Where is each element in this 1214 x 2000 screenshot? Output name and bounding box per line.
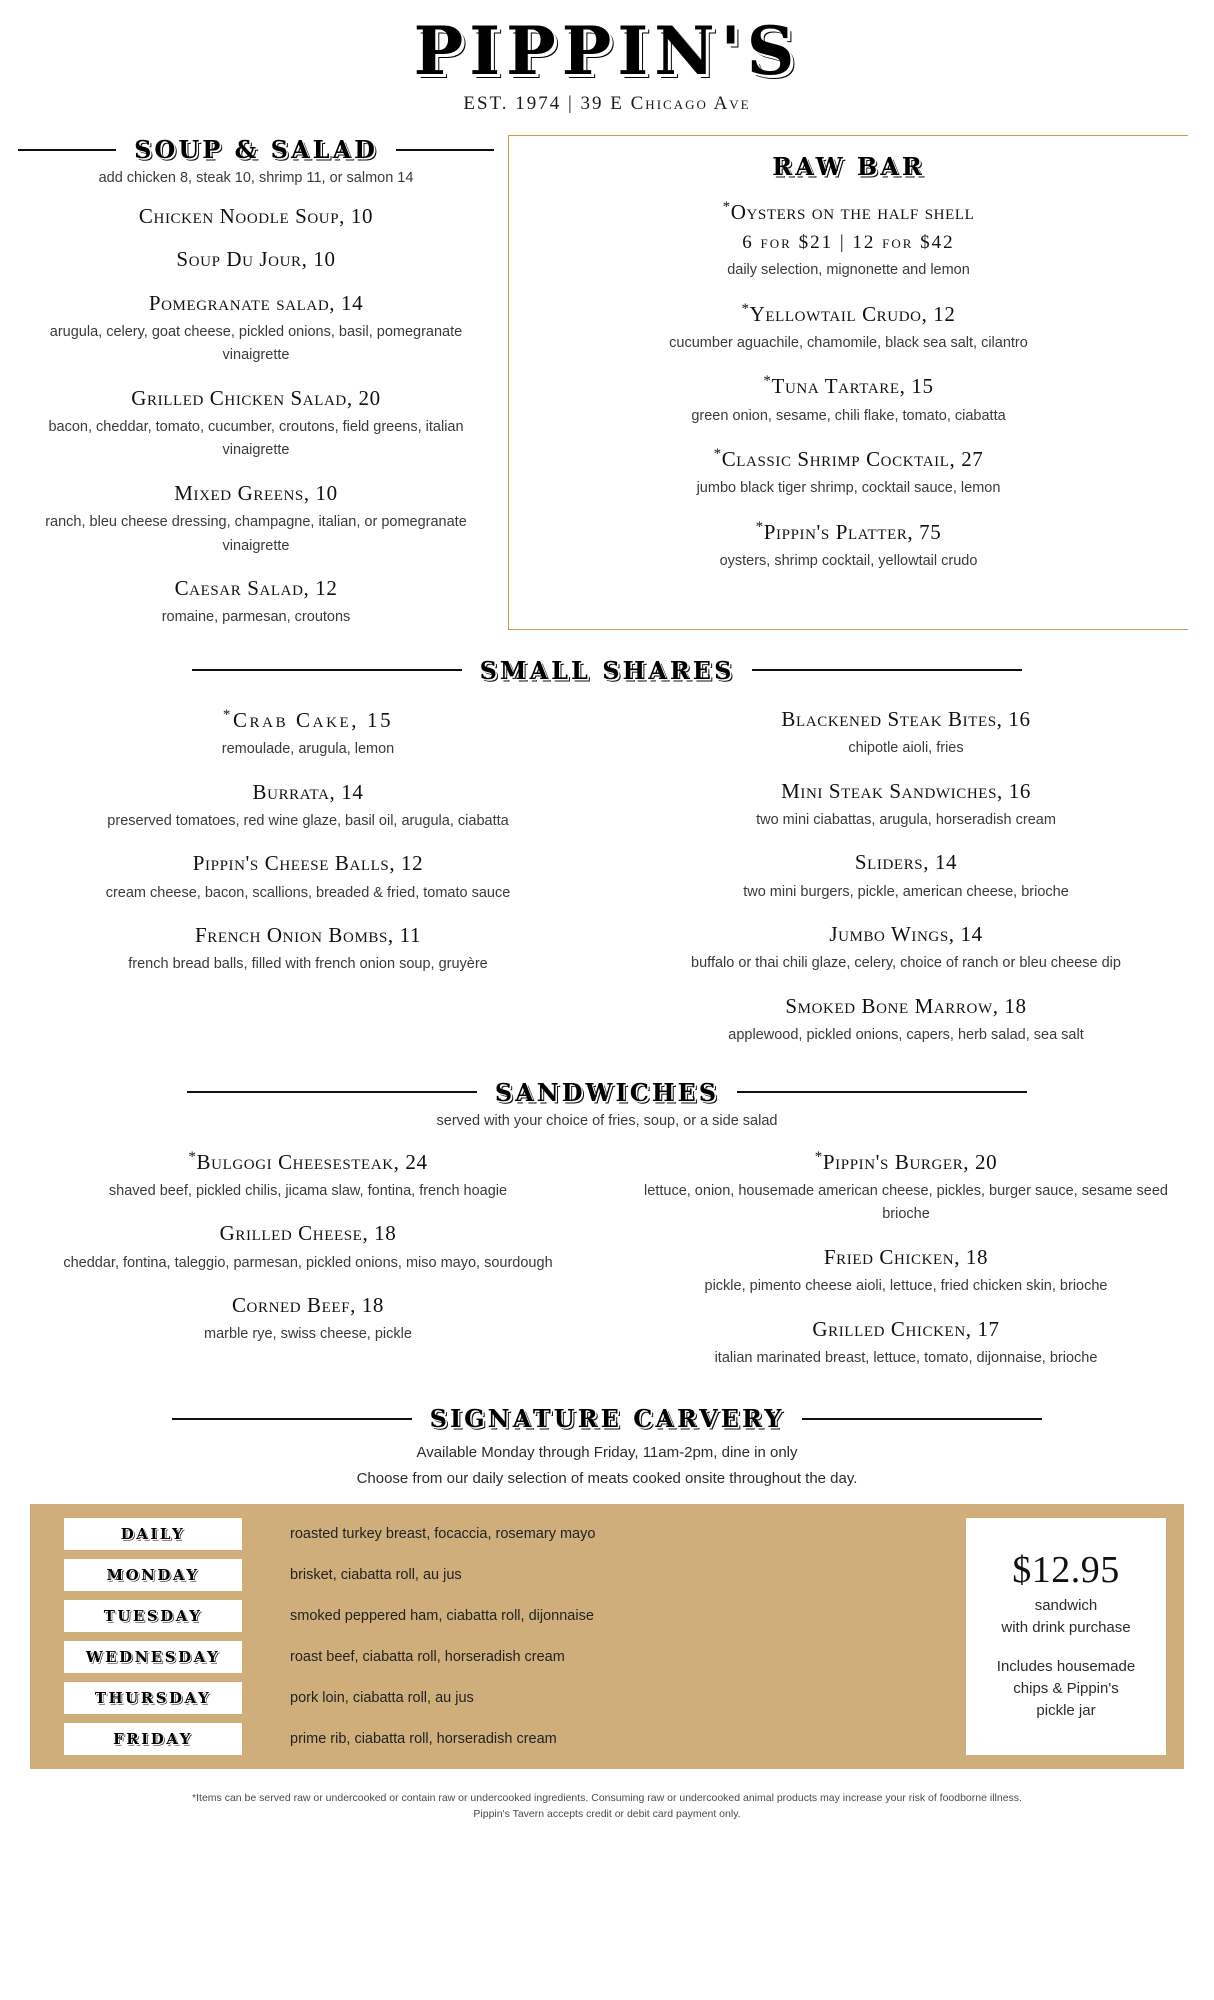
menu-item <box>22 575 490 630</box>
menu-item-description: preserved tomatoes, red wine glaze, basil oil, arugula, ciabatta <box>107 812 509 829</box>
carvery-schedule-table <box>30 1518 952 1755</box>
carvery-day-label: WEDNESDAY <box>64 1641 242 1673</box>
heading-rule-left <box>18 149 116 151</box>
menu-item <box>22 779 594 834</box>
carvery-day-label: TUESDAY <box>64 1600 242 1632</box>
raw-item-asterisk-icon: * <box>755 518 764 535</box>
menu-item <box>22 203 490 229</box>
carvery-day-label: MONDAY <box>64 1559 242 1591</box>
soup-salad-title: SOUP & SALAD <box>134 135 378 164</box>
carvery-section <box>0 1404 1214 1769</box>
menu-item-description: ranch, bleu cheese dressing, champagne, italian, or pomegranate vinaigrette <box>45 514 467 554</box>
raw-item-asterisk-icon: * <box>722 199 731 215</box>
raw-bar-title: RAW BAR <box>772 152 925 181</box>
carvery-band <box>30 1504 1184 1769</box>
menu-item-name: Jumbo Wings, 14 <box>829 922 983 947</box>
carvery-day-description: brisket, ciabatta roll, au jus <box>290 1566 462 1583</box>
top-sections <box>0 135 1214 630</box>
carvery-row <box>38 1518 952 1550</box>
menu-item-name: French Onion Bombs, 11 <box>194 923 422 948</box>
sandwiches-title: SANDWICHES <box>494 1077 720 1107</box>
menu-item-name: Fried Chicken, 18 <box>823 1244 989 1269</box>
carvery-day-description: smoked peppered ham, ciabatta roll, dijonnaise <box>290 1607 594 1624</box>
menu-item-description: jumbo black tiger shrimp, cocktail sauce, lemon <box>696 480 1001 497</box>
heading-rule-right <box>802 1418 1042 1420</box>
menu-item <box>22 480 490 558</box>
soup-salad-note: add chicken 8, steak 10, shrimp 11, or salmon 14 <box>98 170 414 186</box>
menu-item <box>22 1148 594 1204</box>
menu-item <box>22 385 490 463</box>
menu-item-description: buffalo or thai chili glaze, celery, choice of ranch or bleu cheese dip <box>691 955 1121 972</box>
carvery-price-sub-2: with drink purchase <box>1001 1618 1131 1636</box>
heading-rule-left <box>172 1418 412 1420</box>
carvery-price-extra-2: chips & Pippin's <box>1013 1680 1119 1698</box>
menu-item-description: pickle, pimento cheese aioli, lettuce, fried chicken skin, brioche <box>704 1278 1108 1295</box>
carvery-note-line-1: Available Monday through Friday, 11am-2pm, dine in only <box>416 1444 798 1462</box>
menu-item-description: shaved beef, pickled chilis, jicama slaw, fontina, french hoagie <box>108 1182 508 1199</box>
raw-item-asterisk-icon: * <box>222 706 233 723</box>
carvery-day-label: FRIDAY <box>64 1723 242 1755</box>
menu-item <box>531 372 1166 428</box>
menu-item-name: Soup Du Jour, 10 <box>176 247 336 272</box>
menu-item <box>620 1148 1192 1227</box>
carvery-day-label: DAILY <box>64 1518 242 1550</box>
menu-item-name: Burrata, 14 <box>252 779 364 804</box>
menu-item-name: Corned Beef, 18 <box>231 1293 385 1318</box>
menu-item-description: bacon, cheddar, tomato, cucumber, croutons, field greens, italian vinaigrette <box>48 418 464 459</box>
carvery-day-description: roasted turkey breast, focaccia, rosemary mayo <box>290 1525 596 1542</box>
carvery-day-description: pork loin, ciabatta roll, au jus <box>290 1689 474 1706</box>
menu-item-description: cream cheese, bacon, scallions, breaded & fried, tomato sauce <box>105 884 511 901</box>
sandwiches-section <box>0 1078 1214 1371</box>
sandwiches-note: served with your choice of fries, soup, or a side salad <box>436 1112 778 1129</box>
carvery-price-extra-3: pickle jar <box>1036 1701 1096 1719</box>
menu-item-description: applewood, pickled onions, capers, herb salad, sea salt <box>728 1027 1084 1044</box>
menu-item-name: *Yellowtail Crudo, 12 <box>741 300 956 326</box>
menu-item <box>620 706 1192 761</box>
raw-bar-section <box>508 135 1188 630</box>
menu-item-name: Pomegranate salad, 14 <box>148 290 364 315</box>
small-shares-right-column <box>620 689 1192 1048</box>
menu-item-name: *Pippin's Platter, 75 <box>755 518 942 544</box>
menu-item-name: *Bulgogi Cheesesteak, 24 <box>188 1148 428 1174</box>
menu-item-name: *Tuna Tartare, 15 <box>763 373 934 399</box>
menu-item-description: cheddar, fontina, taleggio, parmesan, pickled onions, miso mayo, sourdough <box>63 1254 553 1271</box>
menu-item <box>22 290 490 368</box>
soup-salad-heading <box>22 135 490 164</box>
menu-item <box>620 1316 1192 1371</box>
menu-item <box>22 706 594 762</box>
heading-rule-right <box>396 149 494 151</box>
menu-item <box>22 1292 594 1347</box>
carvery-price-card <box>966 1518 1166 1755</box>
carvery-row <box>38 1559 952 1591</box>
soup-salad-section <box>22 135 490 630</box>
carvery-price-extra-1: Includes housemade <box>996 1658 1136 1676</box>
menu-item-description: green onion, sesame, chili flake, tomato, ciabatta <box>691 407 1006 424</box>
carvery-day-description: prime rib, ciabatta roll, horseradish cream <box>290 1730 557 1747</box>
small-shares-heading <box>0 656 1214 685</box>
footer-disclaimer: *Items can be served raw or undercooked or contain raw or undercooked ingredients. Consuming raw or undercooked animal products may increase your risk of foodborne illness. <box>192 1791 1022 1804</box>
menu-item-name: Sliders, 14 <box>854 850 958 875</box>
menu-item <box>620 849 1192 904</box>
menu-item <box>22 922 594 977</box>
carvery-price-amount: $12.95 <box>1012 1548 1120 1591</box>
raw-item-asterisk-icon: * <box>763 373 772 390</box>
menu-item-description: two mini ciabattas, arugula, horseradish cream <box>756 811 1056 828</box>
carvery-row <box>38 1641 952 1673</box>
menu-item-price-line: 6 for $21 | 12 for $42 <box>742 232 955 254</box>
menu-item-description: french bread balls, filled with french onion soup, gruyère <box>128 956 488 973</box>
carvery-day-label: THURSDAY <box>64 1682 242 1714</box>
raw-item-asterisk-icon: * <box>188 1148 197 1165</box>
menu-item-name: Blackened Steak Bites, 16 <box>781 706 1031 731</box>
menu-item-description: daily selection, mignonette and lemon <box>727 262 970 279</box>
small-shares-section <box>0 656 1214 1048</box>
sandwiches-right-column <box>620 1131 1192 1371</box>
raw-item-asterisk-icon: * <box>713 446 722 463</box>
menu-item-description: romaine, parmesan, croutons <box>161 609 351 626</box>
menu-item-description: chipotle aioli, fries <box>848 740 964 757</box>
heading-rule-right <box>737 1091 1027 1093</box>
carvery-day-description: roast beef, ciabatta roll, horseradish cream <box>290 1648 565 1665</box>
menu-item-name: Grilled Chicken, 17 <box>812 1316 1000 1341</box>
menu-item-description: two mini burgers, pickle, american cheese, brioche <box>743 883 1069 900</box>
sandwiches-heading <box>0 1078 1214 1107</box>
sandwiches-columns <box>0 1131 1214 1371</box>
menu-item-name: Grilled Cheese, 18 <box>219 1221 397 1246</box>
restaurant-logo-text: PIPPIN'S <box>413 12 801 90</box>
menu-item <box>531 518 1166 574</box>
small-shares-left-column <box>22 689 594 1048</box>
menu-item-name: *Classic Shrimp Cocktail, 27 <box>713 446 984 472</box>
menu-item-name: Caesar Salad, 12 <box>174 576 338 601</box>
menu-item-description: arugula, celery, goat cheese, pickled onions, basil, pomegranate vinaigrette <box>49 323 463 364</box>
menu-item <box>22 246 490 272</box>
menu-item-description: cucumber aguachile, chamomile, black sea salt, cilantro <box>669 334 1028 351</box>
carvery-row <box>38 1682 952 1714</box>
menu-item <box>22 1220 594 1275</box>
masthead <box>0 0 1214 115</box>
menu-item-name: Mixed Greens, 10 <box>174 480 338 505</box>
raw-item-asterisk-icon: * <box>814 1148 823 1165</box>
menu-item-name: *Crab Cake, 15 <box>222 706 394 732</box>
menu-item-description: lettuce, onion, housemade american cheese, pickles, burger sauce, sesame seed brioche <box>644 1182 1168 1223</box>
carvery-price-sub-1: sandwich <box>1034 1596 1098 1614</box>
menu-item-description: remoulade, arugula, lemon <box>221 741 395 758</box>
sandwiches-left-column <box>22 1131 594 1371</box>
raw-bar-item-list <box>531 198 1166 574</box>
menu-item-name: Chicken Noodle Soup, 10 <box>138 204 374 228</box>
small-shares-title: SMALL SHARES <box>479 655 735 685</box>
menu-item <box>620 993 1192 1048</box>
raw-item-asterisk-icon: * <box>741 300 750 317</box>
menu-item-name: *Oysters on the half shell <box>722 199 975 224</box>
menu-item-name: *Pippin's Burger, 20 <box>814 1148 998 1174</box>
footer-payment-note: Pippin's Tavern accepts credit or debit card payment only. <box>473 1807 741 1820</box>
menu-item <box>531 198 1166 283</box>
menu-item-description: italian marinated breast, lettuce, tomato, dijonnaise, brioche <box>714 1349 1098 1366</box>
menu-item <box>620 921 1192 976</box>
carvery-note-line-2: Choose from our daily selection of meats cooked onsite throughout the day. <box>356 1469 858 1487</box>
heading-rule-left <box>187 1091 477 1093</box>
menu-item <box>620 778 1192 833</box>
soup-salad-item-list <box>22 203 490 630</box>
carvery-row <box>38 1600 952 1632</box>
menu-item-description: oysters, shrimp cocktail, yellowtail crudo <box>719 553 978 570</box>
menu-item <box>531 300 1166 356</box>
menu-item-name: Grilled Chicken Salad, 20 <box>131 385 381 410</box>
restaurant-tagline: EST. 1974 | 39 E Chicago Ave <box>463 93 751 114</box>
carvery-row <box>38 1723 952 1755</box>
menu-item <box>531 445 1166 501</box>
menu-item-name: Mini Steak Sandwiches, 16 <box>781 778 1031 803</box>
menu-item-name: Pippin's Cheese Balls, 12 <box>192 851 424 876</box>
small-shares-columns <box>0 689 1214 1048</box>
heading-rule-right <box>752 669 1022 671</box>
carvery-title: SIGNATURE CARVERY <box>429 1404 785 1434</box>
menu-item-name: Smoked Bone Marrow, 18 <box>785 993 1027 1018</box>
raw-bar-heading <box>531 152 1166 181</box>
heading-rule-left <box>192 669 462 671</box>
legal-footer <box>0 1769 1214 1837</box>
menu-item <box>620 1244 1192 1299</box>
menu-item-description: marble rye, swiss cheese, pickle <box>204 1326 412 1343</box>
menu-item <box>22 850 594 905</box>
carvery-heading <box>0 1404 1214 1433</box>
